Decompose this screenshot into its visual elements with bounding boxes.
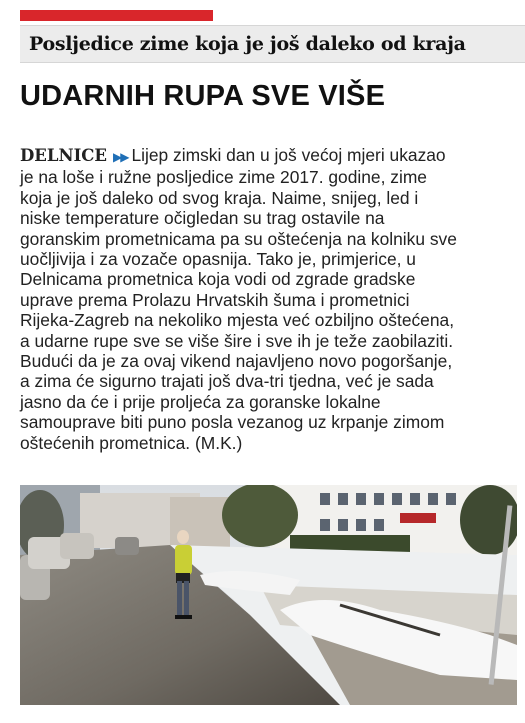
- article-line: uočljivija i za vozače opasnija. Tako je, primjerice, u: [20, 249, 416, 270]
- section-accent-bar: [20, 10, 213, 21]
- article-line: uprave prema Prolazu Hrvatskih šuma i prometnici: [20, 289, 410, 310]
- article-line: koja je još daleko od svog kraja. Naime, snijeg, led i: [20, 187, 419, 208]
- kicker-banner: [20, 25, 525, 63]
- article-line: Budući da je za ovaj vikend najavljeno novo pogoršanje,: [20, 351, 453, 372]
- street-photo: [20, 485, 517, 705]
- article-line: goranskim prometnicama pa su oštećenja na kolniku sve: [20, 228, 457, 249]
- dateline: DELNICE: [20, 146, 107, 165]
- article-first-line: [20, 145, 520, 167]
- article-line: Delnicama prometnica koja vodi od zgrade gradske: [20, 269, 416, 290]
- kicker-text: Posljedice zime koja je još daleko od kraja: [29, 33, 466, 55]
- double-arrow-icon: ▶▶: [113, 150, 128, 164]
- article-line: niske temperature očigledan su trag ostavile na: [20, 208, 385, 229]
- article-line: Rijeka-Zagreb na nekoliko mjesta već ozbiljno oštećena,: [20, 310, 455, 331]
- article-headline: UDARNIH RUPA SVE VIŠE: [20, 80, 386, 112]
- article-line: samouprave biti puno posla vezanog uz krpanje zimom: [20, 412, 445, 433]
- article-line: Lijep zimski dan u još većoj mjeri ukazao: [131, 145, 446, 165]
- article-line: a udarne rupe sve se više šire i sve ih je teže zaobilaziti.: [20, 330, 454, 351]
- article-line: jasno da će i prije proljeća za goranske lokalne: [20, 391, 381, 412]
- article-line: oštećenih prometnica. (M.K.): [20, 432, 243, 453]
- article-line: a zima će sigurno trajati još dva-tri tjedna, već je sada: [20, 371, 434, 392]
- article-line: je na loše i ružne posljedice zime 2017. godine, zime: [20, 167, 427, 188]
- article-body: [20, 145, 520, 453]
